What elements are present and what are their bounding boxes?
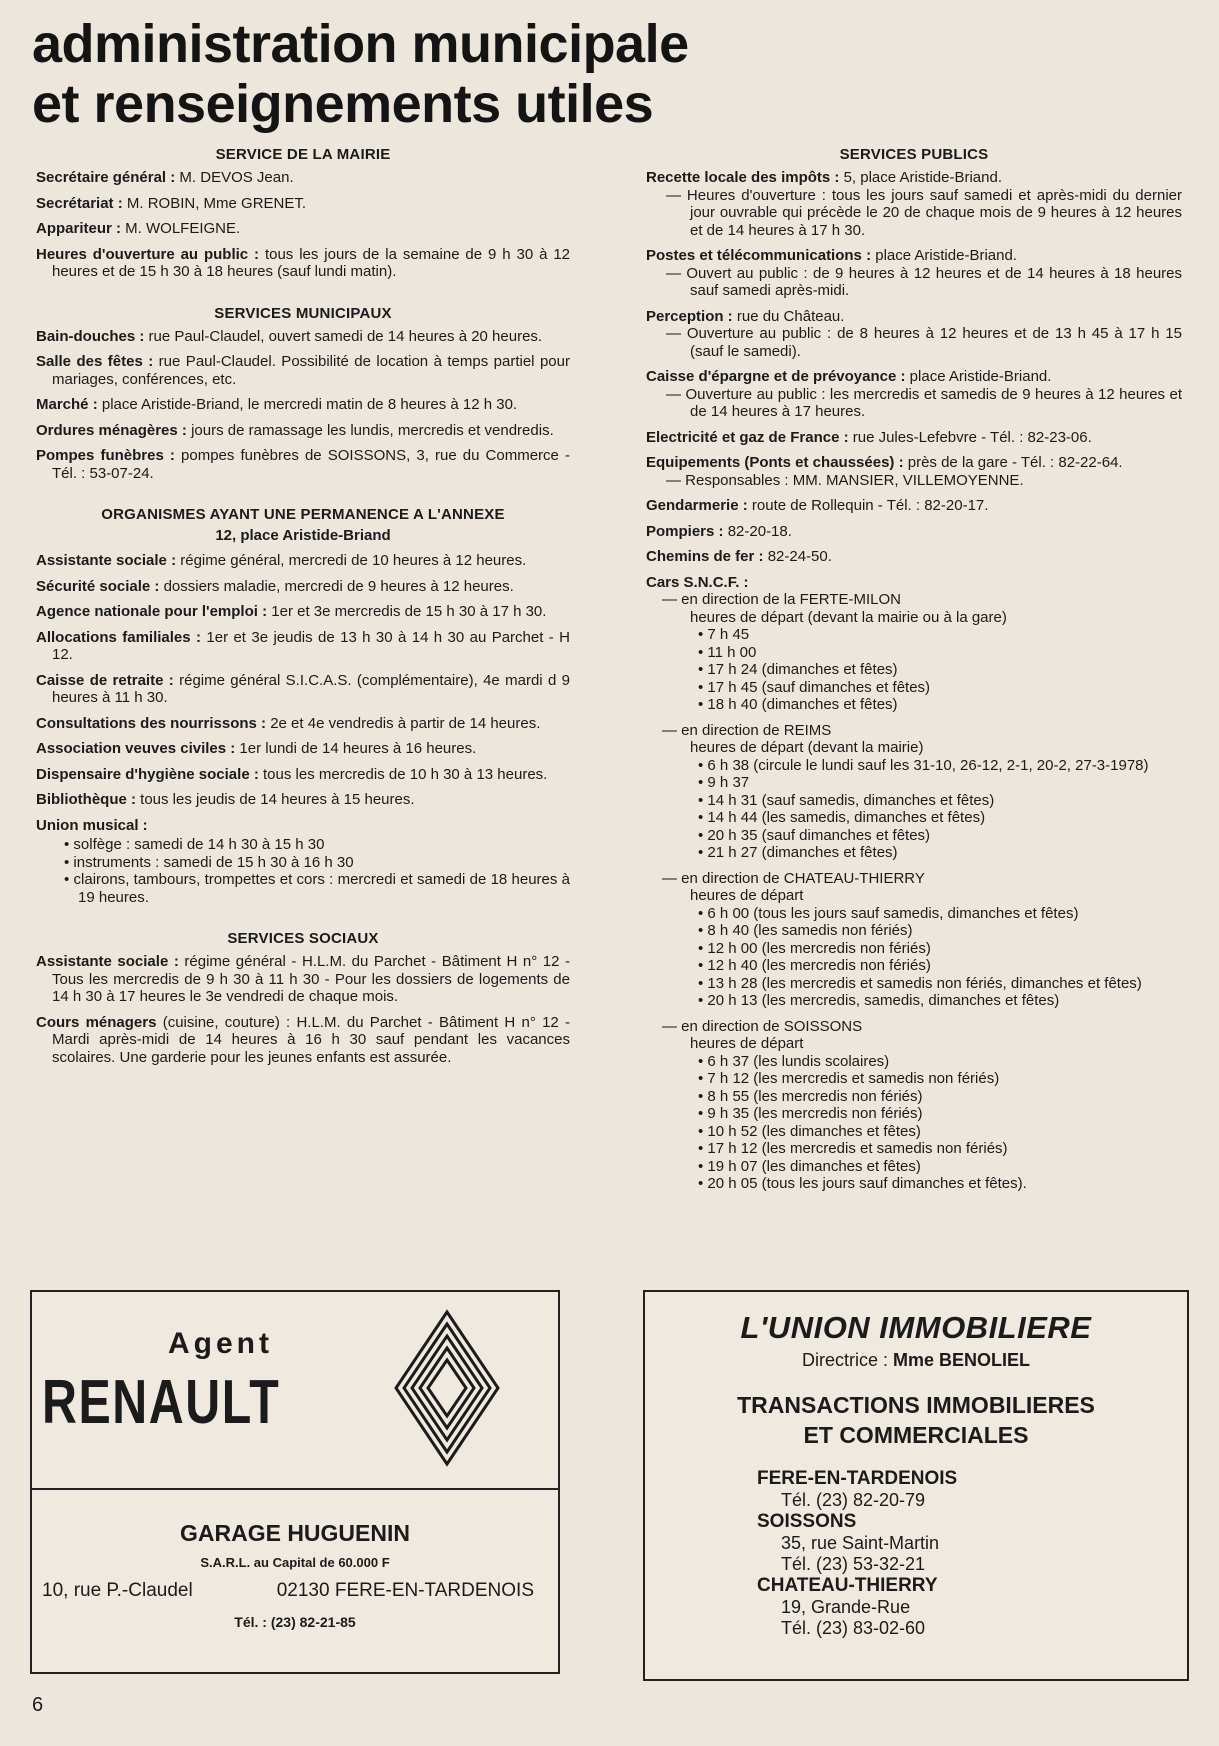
office-city: FERE-EN-TARDENOIS [757, 1468, 958, 1489]
office-line: Tél. (23) 53-32-21 [781, 1554, 926, 1574]
page-number: 6 [32, 1694, 44, 1716]
public-equipements-detail: — Responsables : MM. MANSIER, VILLEMOYENNE. [666, 471, 1024, 489]
renault-brand: RENAULT [42, 1368, 281, 1437]
public-gendarmerie-label: Gendarmerie : [646, 497, 748, 514]
departure-time: • 12 h 00 (les mercredis non fériés) [698, 939, 931, 957]
sociaux-entry-0 [36, 953, 570, 1006]
garage-phone: Tél. : (23) 82-21-85 [234, 1614, 356, 1630]
mairie-entry-1 [36, 195, 570, 213]
director-label: Directrice : [801, 1350, 893, 1370]
right-column [646, 146, 1182, 1201]
union-immobiliere-advertisement [643, 1290, 1189, 1681]
headline-line-2: ET COMMERCIALES [803, 1422, 1029, 1448]
public-recette-text: 5, place Aristide-Briand. [839, 169, 1002, 186]
municipaux-entry-1-text: rue Paul-Claudel. Possibilité de location à temps partiel pour mariages, conférences, etc. [52, 353, 570, 388]
mairie-entry-2 [36, 220, 570, 238]
departure-time: • 14 h 44 (les samedis, dimanches et fêtes) [698, 809, 986, 826]
sociaux-entry-1-text: (cuisine, couture) : H.L.M. du Parchet - Bâtiment H n° 12 - Mardi après-midi de 14 heures à 16 h 30 sauf pendant les vacances scolaires. Une garderie pour les jeunes enfants est assurée. [52, 1013, 570, 1066]
office-line: Tél. (23) 82-20-79 [781, 1490, 926, 1510]
departure-time: • 7 h 45 [698, 626, 750, 643]
departure-time: • 10 h 52 (les dimanches et fêtes) [698, 1122, 921, 1140]
public-perception [646, 308, 1182, 326]
public-recette [646, 169, 1182, 187]
agent-label: Agent [168, 1327, 273, 1360]
public-perception-text: rue du Château. [732, 307, 845, 325]
direction-departure: heures de départ (devant la mairie ou à la gare) [690, 608, 1007, 626]
municipaux-entry-4-label: Pompes funèbres : [36, 447, 175, 464]
mairie-entries [36, 169, 570, 281]
public-perception-label: Perception : [646, 307, 733, 325]
left-column [36, 146, 570, 1074]
union-label: Union musical : [36, 816, 148, 834]
municipaux-entry-3-label: Ordures ménagères : [36, 421, 187, 439]
section-heading-mairie: SERVICE DE LA MAIRIE [215, 146, 391, 163]
section-heading-municipaux: SERVICES MUNICIPAUX [214, 304, 392, 322]
office-line: 19, Grande-Rue [781, 1597, 911, 1617]
departure-time: • 18 h 40 (dimanches et fêtes) [698, 696, 898, 713]
municipaux-entry-3-text: jours de ramassage les lundis, mercredis et vendredis. [186, 421, 554, 439]
direction-title: — en direction de la FERTE-MILON [662, 591, 901, 608]
annexe-entry-0 [36, 552, 570, 570]
departure-time: • 13 h 28 (les mercredis et samedis non fériés, dimanches et fêtes) [698, 974, 1142, 992]
title-line-2: et renseignements utiles [32, 74, 654, 134]
annexe-entry-6-text: 1er lundi de 14 heures à 16 heures. [235, 740, 477, 757]
annexe-entry-4-text: régime général S.I.C.A.S. (complémentaire), 4e mardi d 9 heures à 11 h 30. [52, 671, 570, 706]
mairie-entry-2-text: M. WOLFEIGNE. [121, 220, 241, 237]
renault-diamond-logo [392, 1308, 502, 1468]
annexe-entry-2-label: Agence nationale pour l'emploi : [36, 603, 268, 620]
annexe-entry-8-text: tous les jeudis de 14 heures à 15 heures. [136, 791, 415, 808]
departure-time: • 6 h 00 (tous les jours sauf samedis, dimanches et fêtes) [698, 904, 1079, 922]
municipaux-entry-0-label: Bain-douches : [36, 327, 145, 345]
departure-time: • 12 h 40 (les mercredis non fériés) [698, 957, 931, 974]
garage-city: 02130 FERE-EN-TARDENOIS [276, 1580, 534, 1601]
departure-times [690, 905, 1182, 1010]
annexe-entry-7-text: tous les mercredis de 10 h 30 à 13 heures. [258, 765, 548, 783]
annexe-entry-5-text: 2e et 4e vendredis à partir de 14 heures. [266, 714, 541, 732]
public-edf-label: Electricité et gaz de France : [646, 428, 849, 446]
mairie-entry-1-label: Secrétariat : [36, 194, 123, 212]
municipaux-entry-2-label: Marché : [36, 396, 98, 413]
departure-times [690, 757, 1182, 862]
union-item: • solfège : samedi de 14 h 30 à 15 h 30 [64, 836, 325, 853]
public-equipements-text: près de la gare - Tél. : 82-22-64. [903, 454, 1123, 471]
departure-times [690, 1053, 1182, 1193]
direction-departure: heures de départ [690, 887, 804, 904]
departure-time: • 19 h 07 (les dimanches et fêtes) [698, 1157, 921, 1175]
office-line: 35, rue Saint-Martin [781, 1533, 940, 1553]
municipaux-entry-0-text: rue Paul-Claudel, ouvert samedi de 14 heures à 20 heures. [144, 327, 543, 345]
public-perception-detail: — Ouverture au public : de 8 heures à 12 heures et de 13 h 45 à 17 h 15 (sauf le samedi). [666, 325, 1182, 360]
annexe-entry-7 [36, 766, 570, 784]
union-item: • clairons, tambours, trompettes et cors : mercredi et samedi de 18 heures à 19 heures. [64, 871, 570, 906]
office-line: Tél. (23) 83-02-60 [781, 1618, 926, 1638]
public-recette-detail: — Heures d'ouverture : tous les jours sauf samedi et après-midi du dernier jour ouvrable qui précède le 20 de chaque mois de 9 heures à 12 heures et de 14 heures à 17 h 30. [666, 186, 1182, 239]
cars-sncf [646, 574, 1182, 592]
sociaux-entry-1 [36, 1014, 570, 1067]
direction-title: — en direction de REIMS [662, 721, 832, 739]
annexe-entry-6-label: Association veuves civiles : [36, 740, 236, 757]
public-services-entries [646, 169, 1182, 566]
mairie-entry-3-text: tous les jours de la semaine de 9 h 30 à 12 heures et de 15 h 30 à 18 heures (sauf lundi matin). [52, 245, 571, 280]
direction-departure: heures de départ (devant la mairie) [690, 739, 924, 756]
public-recette-label: Recette locale des impôts : [646, 169, 840, 186]
garage-name: GARAGE HUGUENIN [179, 1520, 410, 1546]
public-caisse [646, 368, 1182, 386]
direction-title: — en direction de CHATEAU-THIERRY [662, 869, 925, 887]
sociaux-entries [36, 953, 570, 1066]
municipaux-entry-4-text: pompes funèbres de SOISSONS, 3, rue du Commerce - Tél. : 53-07-24. [52, 447, 570, 482]
cars-label: Cars S.N.C.F. : [646, 573, 749, 591]
annexe-entry-5 [36, 715, 570, 733]
departure-time: • 6 h 37 (les lundis scolaires) [698, 1052, 890, 1070]
page-title [32, 14, 689, 134]
office-city: CHATEAU-THIERRY [757, 1575, 938, 1596]
section-heading-annexe: ORGANISMES AYANT UNE PERMANENCE A L'ANNEXE [101, 506, 505, 523]
mairie-entry-0-text: M. DEVOS Jean. [175, 169, 294, 186]
public-gendarmerie-text: route de Rollequin - Tél. : 82-20-17. [747, 497, 989, 514]
annexe-entry-2 [36, 603, 570, 621]
public-postes-label: Postes et télécommunications : [646, 247, 872, 264]
departure-time: • 11 h 00 [698, 643, 757, 661]
departure-time: • 17 h 12 (les mercredis et samedis non fériés) [698, 1140, 1008, 1157]
public-gendarmerie [646, 497, 1182, 515]
mairie-entry-1-text: M. ROBIN, Mme GRENET. [122, 194, 307, 212]
annexe-entry-4-label: Caisse de retraite : [36, 671, 174, 689]
municipaux-entry-1-label: Salle des fêtes : [36, 353, 154, 370]
departure-time: • 7 h 12 (les mercredis et samedis non fériés) [698, 1070, 1000, 1087]
annexe-entry-3-label: Allocations familiales : [36, 628, 201, 646]
agency-title: L'UNION IMMOBILIERE [740, 1310, 1092, 1345]
office-city: SOISSONS [757, 1511, 857, 1532]
departure-time: • 14 h 31 (sauf samedis, dimanches et fêtes) [698, 791, 995, 809]
annexe-entry-4 [36, 672, 570, 707]
annexe-entry-5-label: Consultations des nourrissons : [36, 714, 267, 732]
direction-title: — en direction de SOISSONS [662, 1017, 863, 1035]
annexe-entry-2-text: 1er et 3e mercredis de 15 h 30 à 17 h 30. [267, 603, 547, 620]
sociaux-entry-1-label: Cours ménagers [36, 1013, 157, 1031]
departure-time: • 17 h 45 (sauf dimanches et fêtes) [698, 678, 931, 696]
public-equipements [646, 454, 1182, 472]
municipaux-entries [36, 328, 570, 483]
mairie-entry-2-label: Appariteur : [36, 220, 122, 237]
union-list [56, 836, 570, 906]
departure-times [690, 626, 1182, 714]
cars-directions [646, 591, 1182, 1193]
annexe-entry-1-label: Sécurité sociale : [36, 577, 160, 595]
section-heading-sociaux: SERVICES SOCIAUX [227, 930, 379, 947]
public-equipements-label: Equipements (Ponts et chaussées) : [646, 454, 904, 471]
departure-time: • 21 h 27 (dimanches et fêtes) [698, 844, 898, 861]
public-pompiers-label: Pompiers : [646, 522, 724, 540]
public-chemins-text: 82-24-50. [763, 548, 832, 565]
public-chemins [646, 548, 1182, 566]
public-caisse-detail: — Ouverture au public : les mercredis et samedis de 9 heures à 12 heures et de 14 heures à 17 heures. [666, 385, 1182, 420]
annexe-entries [36, 552, 570, 809]
title-line-1: administration municipale [32, 14, 689, 74]
municipaux-entry-0 [36, 328, 570, 346]
annexe-entry-1 [36, 578, 570, 596]
public-caisse-text: place Aristide-Briand. [905, 368, 1052, 385]
garage-capital: S.A.R.L. au Capital de 60.000 F [200, 1555, 390, 1570]
municipaux-entry-2 [36, 396, 570, 414]
annexe-entry-7-label: Dispensaire d'hygiène sociale : [36, 765, 259, 783]
departure-time: • 9 h 35 (les mercredis non fériés) [698, 1105, 923, 1122]
departure-time: • 8 h 55 (les mercredis non fériés) [698, 1087, 923, 1105]
union-musical [36, 817, 570, 835]
section-subheading-annexe: 12, place Aristide-Briand [215, 527, 391, 544]
departure-time: • 17 h 24 (dimanches et fêtes) [698, 661, 898, 678]
annexe-entry-3 [36, 629, 570, 664]
union-item: • instruments : samedi de 15 h 30 à 16 h 30 [64, 853, 354, 871]
municipaux-entry-4 [36, 447, 570, 482]
departure-time: • 20 h 13 (les mercredis, samedis, dimanches et fêtes) [698, 992, 1060, 1009]
public-postes [646, 247, 1182, 265]
garage-address: 10, rue P.-Claudel [42, 1580, 193, 1601]
public-caisse-label: Caisse d'épargne et de prévoyance : [646, 368, 906, 385]
public-postes-text: place Aristide-Briand. [871, 247, 1017, 264]
public-edf [646, 429, 1182, 447]
annexe-entry-8-label: Bibliothèque : [36, 791, 136, 808]
public-postes-detail: — Ouvert au public : de 9 heures à 12 heures et de 14 heures à 18 heures sauf samedi après-midi. [666, 264, 1182, 299]
agency-offices [757, 1468, 957, 1639]
departure-time: • 9 h 37 [698, 774, 750, 791]
sociaux-entry-0-text: régime général - H.L.M. du Parchet - Bâtiment H n° 12 - Tous les mercredis de 9 h 30 à 11 h 30 - Pour les dossiers de logements de 14 h 30 à 17 heures le 3e vendredi de chaque mois. [52, 953, 570, 1005]
section-heading-services-publics: SERVICES PUBLICS [839, 146, 989, 163]
public-pompiers [646, 523, 1182, 541]
mairie-entry-3 [36, 246, 570, 281]
municipaux-entry-2-text: place Aristide-Briand, le mercredi matin de 8 heures à 12 h 30. [97, 396, 518, 413]
public-chemins-label: Chemins de fer : [646, 548, 764, 565]
public-edf-text: rue Jules-Lefebvre - Tél. : 82-23-06. [848, 428, 1092, 446]
direction-departure: heures de départ [690, 1035, 804, 1052]
annexe-entry-3-text: 1er et 3e jeudis de 13 h 30 à 14 h 30 au Parchet - H 12. [52, 628, 570, 663]
annexe-entry-0-text: régime général, mercredi de 10 heures à 12 heures. [176, 552, 527, 569]
municipaux-entry-1 [36, 353, 570, 388]
departure-time: • 20 h 35 (sauf dimanches et fêtes) [698, 826, 931, 844]
agency-headline [645, 1390, 1187, 1450]
annexe-entry-0-label: Assistante sociale : [36, 552, 177, 569]
departure-time: • 20 h 05 (tous les jours sauf dimanches et fêtes). [698, 1175, 1027, 1192]
departure-time: • 6 h 38 (circule le lundi sauf les 31-10, 26-12, 2-1, 20-2, 27-3-1978) [698, 756, 1149, 774]
departure-time: • 8 h 40 (les samedis non fériés) [698, 922, 913, 939]
mairie-entry-0 [36, 169, 570, 187]
renault-advertisement [30, 1290, 560, 1674]
sociaux-entry-0-label: Assistante sociale : [36, 953, 179, 970]
mairie-entry-0-label: Secrétaire général : [36, 169, 176, 186]
mairie-entry-3-label: Heures d'ouverture au public : [36, 245, 260, 263]
public-pompiers-text: 82-20-18. [723, 522, 792, 540]
headline-line-1: TRANSACTIONS IMMOBILIERES [737, 1392, 1095, 1418]
director-name: Mme BENOLIEL [893, 1350, 1031, 1370]
annexe-entry-8 [36, 791, 570, 809]
annexe-entry-1-text: dossiers maladie, mercredi de 9 heures à 12 heures. [159, 577, 514, 595]
agency-director [645, 1350, 1187, 1371]
municipaux-entry-3 [36, 422, 570, 440]
annexe-entry-6 [36, 740, 570, 758]
ad-divider [32, 1488, 558, 1490]
